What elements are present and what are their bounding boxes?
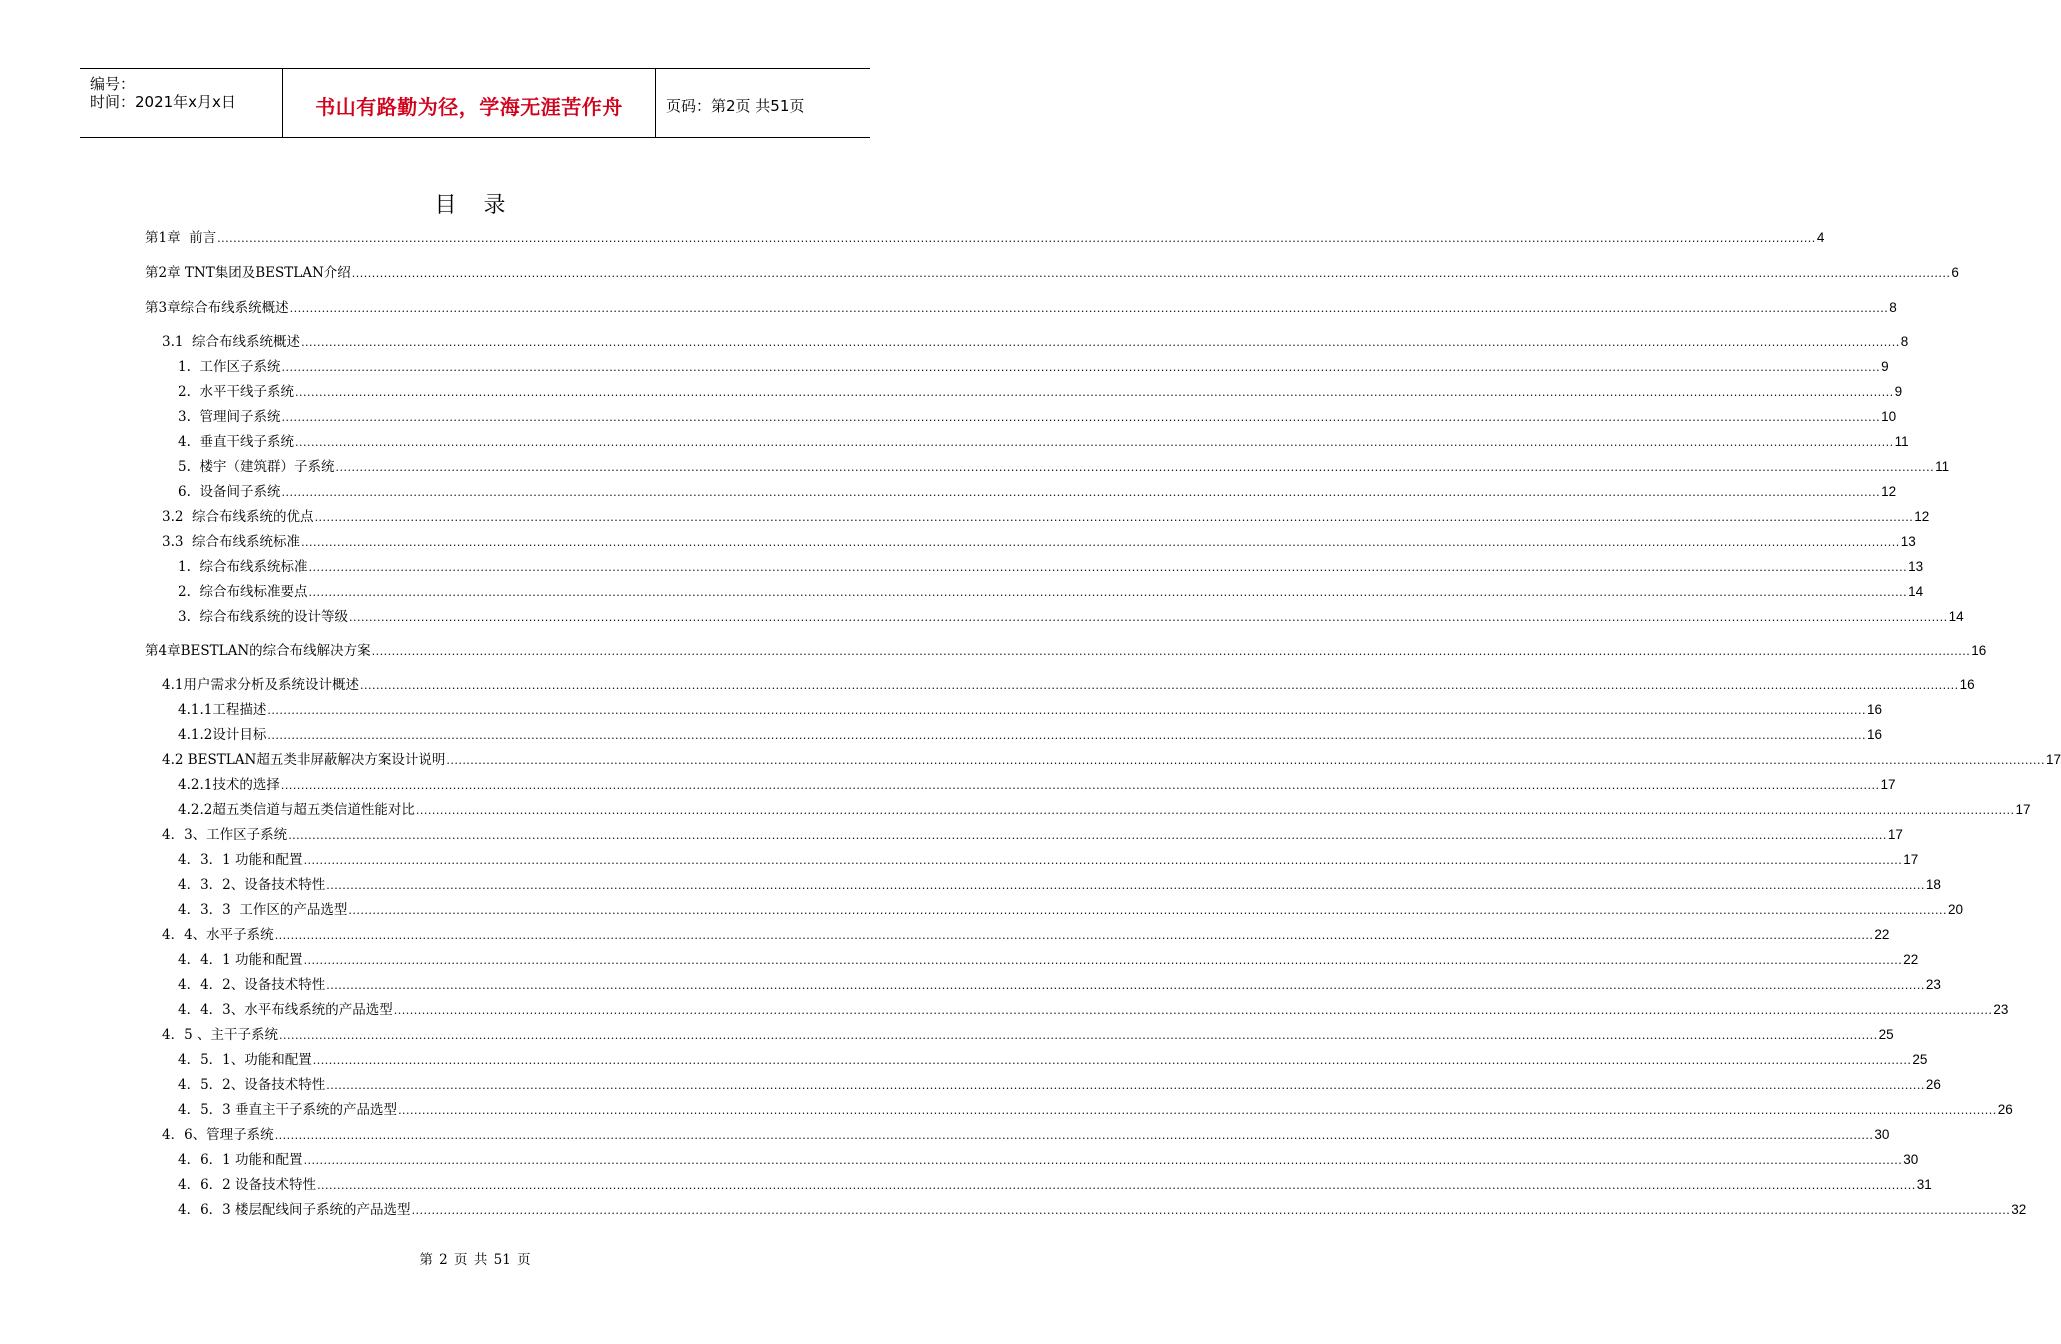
toc-entry[interactable]: [178, 725, 1883, 745]
toc-dot-leader: ................................................................................................................................................................................................................................................................................................................................................................................................................: [393, 1004, 1993, 1017]
toc-entry-page: 23: [1925, 977, 1941, 992]
toc-dot-leader: ................................................................................................................................................................................................................................................................................................................................................................................................................: [303, 954, 1903, 967]
header-motto-cell: [283, 69, 656, 137]
toc-entry-page: 22: [1903, 952, 1919, 967]
toc-entry-title: 4．4．1 功能和配置: [178, 952, 303, 968]
toc-dot-leader: ................................................................................................................................................................................................................................................................................................................................................................................................................: [326, 979, 1925, 992]
toc-entry-title: 第2章 TNT集团及BESTLAN介绍: [145, 265, 351, 281]
toc-entry[interactable]: [162, 332, 1909, 352]
toc-entry-page: 11: [1935, 459, 1950, 474]
toc-entry[interactable]: [162, 925, 1890, 945]
toc-dot-leader: ................................................................................................................................................................................................................................................................................................................................................................................................................: [281, 411, 1881, 424]
header-meta-cell: [80, 69, 283, 137]
toc-dot-leader: ................................................................................................................................................................................................................................................................................................................................................................................................................: [288, 829, 1887, 842]
toc-entry[interactable]: [178, 607, 1964, 627]
toc-entry-title: 4. 垂直干线子系统: [178, 434, 294, 450]
toc-dot-leader: ................................................................................................................................................................................................................................................................................................................................................................................................................: [217, 232, 1816, 245]
toc-entry-title: 1. 综合布线系统标准: [178, 559, 308, 575]
toc-dot-leader: ................................................................................................................................................................................................................................................................................................................................................................................................................: [314, 511, 1914, 524]
toc-entry-page: 18: [1925, 877, 1941, 892]
toc-entry-page: 16: [1971, 643, 1987, 658]
toc-entry-page: 9: [1881, 359, 1889, 374]
toc-entry-title: 2. 综合布线标准要点: [178, 584, 308, 600]
toc-entry-title: 4．3．1 功能和配置: [178, 852, 303, 868]
toc-entry-page: 12: [1914, 509, 1930, 524]
toc-dot-leader: ................................................................................................................................................................................................................................................................................................................................................................................................................: [359, 679, 1959, 692]
toc-entry-page: 8: [1889, 300, 1897, 315]
toc-entry[interactable]: [178, 700, 1883, 720]
toc-entry[interactable]: [178, 1150, 1919, 1170]
document-header: [80, 68, 870, 138]
toc-entry-page: 12: [1881, 484, 1897, 499]
toc-entry-page: 13: [1908, 559, 1924, 574]
toc-entry-title: 4.2.2超五类信道与超五类信道性能对比: [178, 802, 415, 818]
motto-text: 书山有路勤为径，学海无涯苦作舟: [315, 95, 623, 119]
toc-entry-title: 4．6．2 设备技术特性: [178, 1177, 317, 1193]
toc-entry[interactable]: [178, 582, 1924, 602]
toc-entry-title: 4．4．3、水平布线系统的产品选型: [178, 1002, 393, 1018]
toc-entry-page: 10: [1881, 409, 1897, 424]
toc-entry[interactable]: [178, 1050, 1928, 1070]
toc-dot-leader: ................................................................................................................................................................................................................................................................................................................................................................................................................: [281, 361, 1881, 374]
toc-entry[interactable]: [178, 900, 1964, 920]
page-label: 页码：第2页 共51页: [666, 97, 805, 115]
toc-entry-title: 4．4．2、设备技术特性: [178, 977, 326, 993]
toc-entry-title: 3.2 综合布线系统的优点: [162, 509, 314, 525]
toc-entry-title: 第3章综合布线系统概述: [145, 300, 289, 316]
toc-entry-title: 4．5．2、设备技术特性: [178, 1077, 326, 1093]
toc-entry-page: 17: [1880, 777, 1896, 792]
toc-dot-leader: ................................................................................................................................................................................................................................................................................................................................................................................................................: [308, 561, 1908, 574]
toc-entry[interactable]: [178, 482, 1897, 502]
toc-entry[interactable]: [178, 775, 1896, 795]
toc-entry[interactable]: [178, 975, 1941, 995]
toc-dot-leader: ................................................................................................................................................................................................................................................................................................................................................................................................................: [281, 486, 1881, 499]
toc-dot-leader: ................................................................................................................................................................................................................................................................................................................................................................................................................: [303, 1154, 1903, 1167]
page-footer: 第 2 页 共 51 页: [419, 1252, 531, 1268]
toc-dot-leader: ................................................................................................................................................................................................................................................................................................................................................................................................................: [446, 754, 2045, 767]
toc-entry-title: 6. 设备间子系统: [178, 484, 281, 500]
toc-entry-title: 4．5．1、功能和配置: [178, 1052, 312, 1068]
toc-dot-leader: ................................................................................................................................................................................................................................................................................................................................................................................................................: [274, 929, 1874, 942]
toc-entry-title: 4．6、管理子系统: [162, 1127, 274, 1143]
toc-entry[interactable]: [178, 1200, 2027, 1220]
toc-entry[interactable]: [178, 1000, 2009, 1020]
toc-entry[interactable]: [178, 357, 1889, 377]
toc-dot-leader: ................................................................................................................................................................................................................................................................................................................................................................................................................: [398, 1104, 1997, 1117]
toc-dot-leader: ................................................................................................................................................................................................................................................................................................................................................................................................................: [326, 879, 1925, 892]
toc-entry-page: 32: [2011, 1202, 2027, 1217]
toc-dot-leader: ................................................................................................................................................................................................................................................................................................................................................................................................................: [335, 461, 1935, 474]
toc-entry-title: 3. 综合布线系统的设计等级: [178, 609, 348, 625]
toc-entry-page: 17: [2045, 752, 2061, 767]
toc-entry[interactable]: [162, 1125, 1890, 1145]
toc-entry-page: 20: [1948, 902, 1964, 917]
toc-entry[interactable]: [162, 532, 1916, 552]
toc-dot-leader: ................................................................................................................................................................................................................................................................................................................................................................................................................: [411, 1204, 2011, 1217]
toc-entry-title: 第4章BESTLAN的综合布线解决方案: [145, 643, 371, 659]
toc-entry-title: 4．4、水平子系统: [162, 927, 274, 943]
toc-entry-page: 16: [1867, 702, 1883, 717]
toc-dot-leader: ................................................................................................................................................................................................................................................................................................................................................................................................................: [351, 267, 1951, 280]
toc-entry[interactable]: [178, 432, 1909, 452]
toc-entry-title: 4.1用户需求分析及系统设计概述: [162, 677, 359, 693]
toc-dot-leader: ................................................................................................................................................................................................................................................................................................................................................................................................................: [294, 436, 1894, 449]
toc-entry-title: 3. 管理间子系统: [178, 409, 281, 425]
toc-entry-page: 26: [1997, 1102, 2013, 1117]
toc-entry[interactable]: [178, 950, 1919, 970]
toc-dot-leader: ................................................................................................................................................................................................................................................................................................................................................................................................................: [278, 1029, 1878, 1042]
toc-entry[interactable]: [178, 875, 1941, 895]
toc-entry-title: 第1章 前言: [145, 230, 217, 246]
toc-entry[interactable]: [178, 800, 2031, 820]
toc-entry-page: 30: [1903, 1152, 1919, 1167]
toc-entry[interactable]: [178, 1075, 1941, 1095]
toc-entry-page: 31: [1916, 1177, 1932, 1192]
toc-entry-page: 9: [1894, 384, 1903, 399]
toc-dot-leader: ................................................................................................................................................................................................................................................................................................................................................................................................................: [267, 704, 1866, 717]
toc-entry[interactable]: [178, 1100, 2013, 1120]
toc-entry-title: 4．6．1 功能和配置: [178, 1152, 303, 1168]
toc-entry[interactable]: [178, 457, 1950, 477]
toc-entry[interactable]: [145, 263, 1959, 283]
toc-entry-page: 30: [1874, 1127, 1890, 1142]
toc-entry-page: 14: [1948, 609, 1964, 624]
date-label: 时间：2021年x月x日: [90, 93, 236, 111]
toc-dot-leader: ................................................................................................................................................................................................................................................................................................................................................................................................................: [280, 779, 1880, 792]
toc-dot-leader: ................................................................................................................................................................................................................................................................................................................................................................................................................: [371, 645, 1971, 658]
toc-entry[interactable]: [162, 750, 2061, 770]
toc-entry-page: 25: [1912, 1052, 1928, 1067]
toc-entry[interactable]: [162, 825, 1903, 845]
toc-dot-leader: ................................................................................................................................................................................................................................................................................................................................................................................................................: [326, 1079, 1925, 1092]
toc-dot-leader: ................................................................................................................................................................................................................................................................................................................................................................................................................: [303, 854, 1903, 867]
toc-entry[interactable]: [178, 850, 1919, 870]
toc-entry-page: 23: [1993, 1002, 2009, 1017]
toc-entry[interactable]: [162, 675, 1975, 695]
toc-entry-title: 4.2.1技术的选择: [178, 777, 280, 793]
toc-entry[interactable]: [145, 298, 1897, 318]
toc-dot-leader: ................................................................................................................................................................................................................................................................................................................................................................................................................: [308, 586, 1908, 599]
toc-entry-title: 3.3 综合布线系统标准: [162, 534, 301, 550]
toc-dot-leader: ................................................................................................................................................................................................................................................................................................................................................................................................................: [301, 536, 1900, 549]
toc-entry-page: 17: [1903, 852, 1919, 867]
toc-dot-leader: ................................................................................................................................................................................................................................................................................................................................................................................................................: [274, 1129, 1874, 1142]
toc-dot-leader: ................................................................................................................................................................................................................................................................................................................................................................................................................: [348, 611, 1948, 624]
toc-entry[interactable]: [162, 507, 1930, 527]
toc-entry-title: 4．6．3 楼层配线间子系统的产品选型: [178, 1202, 411, 1218]
toc-entry-title: 4．5 、主干子系统: [162, 1027, 278, 1043]
number-label: 编号：: [90, 75, 136, 93]
toc-entry-title: 4.1.2设计目标: [178, 727, 267, 743]
toc-entry[interactable]: [178, 1175, 1932, 1195]
toc-entry-page: 17: [2015, 802, 2031, 817]
toc-dot-leader: ................................................................................................................................................................................................................................................................................................................................................................................................................: [317, 1179, 1916, 1192]
toc-dot-leader: ................................................................................................................................................................................................................................................................................................................................................................................................................: [294, 386, 1894, 399]
toc-entry-page: 22: [1874, 927, 1890, 942]
toc-entry-page: 16: [1959, 677, 1975, 692]
toc-entry-page: 26: [1925, 1077, 1941, 1092]
toc-entry[interactable]: [145, 641, 1987, 661]
toc-entry-title: 4．3、工作区子系统: [162, 827, 288, 843]
toc-dot-leader: ................................................................................................................................................................................................................................................................................................................................................................................................................: [348, 904, 1947, 917]
toc-entry-title: 4.2 BESTLAN超五类非屏蔽解决方案设计说明: [162, 752, 446, 768]
toc-entry[interactable]: [178, 557, 1924, 577]
toc-entry[interactable]: [162, 1025, 1894, 1045]
toc-entry-page: 6: [1951, 265, 1959, 280]
header-page-cell: [656, 69, 870, 137]
toc-entry-page: 25: [1878, 1027, 1894, 1042]
toc-entry-title: 2. 水平干线子系统: [178, 384, 294, 400]
toc-entry-page: 11: [1894, 434, 1909, 449]
toc-entry[interactable]: [145, 228, 1825, 248]
toc-dot-leader: ................................................................................................................................................................................................................................................................................................................................................................................................................: [301, 336, 1900, 349]
toc-entry[interactable]: [178, 382, 1903, 402]
toc-entry-title: 3.1 综合布线系统概述: [162, 334, 301, 350]
toc-entry-title: 4．3．2、设备技术特性: [178, 877, 326, 893]
toc-dot-leader: ................................................................................................................................................................................................................................................................................................................................................................................................................: [312, 1054, 1912, 1067]
toc-entry-title: 4．5．3 垂直主干子系统的产品选型: [178, 1102, 398, 1118]
toc-entry-page: 14: [1908, 584, 1924, 599]
toc-entry-title: 4．3．3 工作区的产品选型: [178, 902, 348, 918]
toc-entry-title: 5. 楼宇（建筑群）子系统: [178, 459, 335, 475]
toc-entry[interactable]: [178, 407, 1897, 427]
toc-entry-page: 17: [1887, 827, 1903, 842]
toc-entry-title: 4.1.1工程描述: [178, 702, 267, 718]
toc-entry-page: 8: [1900, 334, 1909, 349]
toc-entry-title: 1. 工作区子系统: [178, 359, 281, 375]
toc-dot-leader: ................................................................................................................................................................................................................................................................................................................................................................................................................: [415, 804, 2015, 817]
toc-title: 目 录: [434, 193, 516, 218]
toc-dot-leader: ................................................................................................................................................................................................................................................................................................................................................................................................................: [267, 729, 1866, 742]
toc-entry-page: 4: [1816, 230, 1825, 245]
toc-entry-page: 13: [1900, 534, 1916, 549]
toc-dot-leader: ................................................................................................................................................................................................................................................................................................................................................................................................................: [289, 302, 1889, 315]
toc-entry-page: 16: [1867, 727, 1883, 742]
